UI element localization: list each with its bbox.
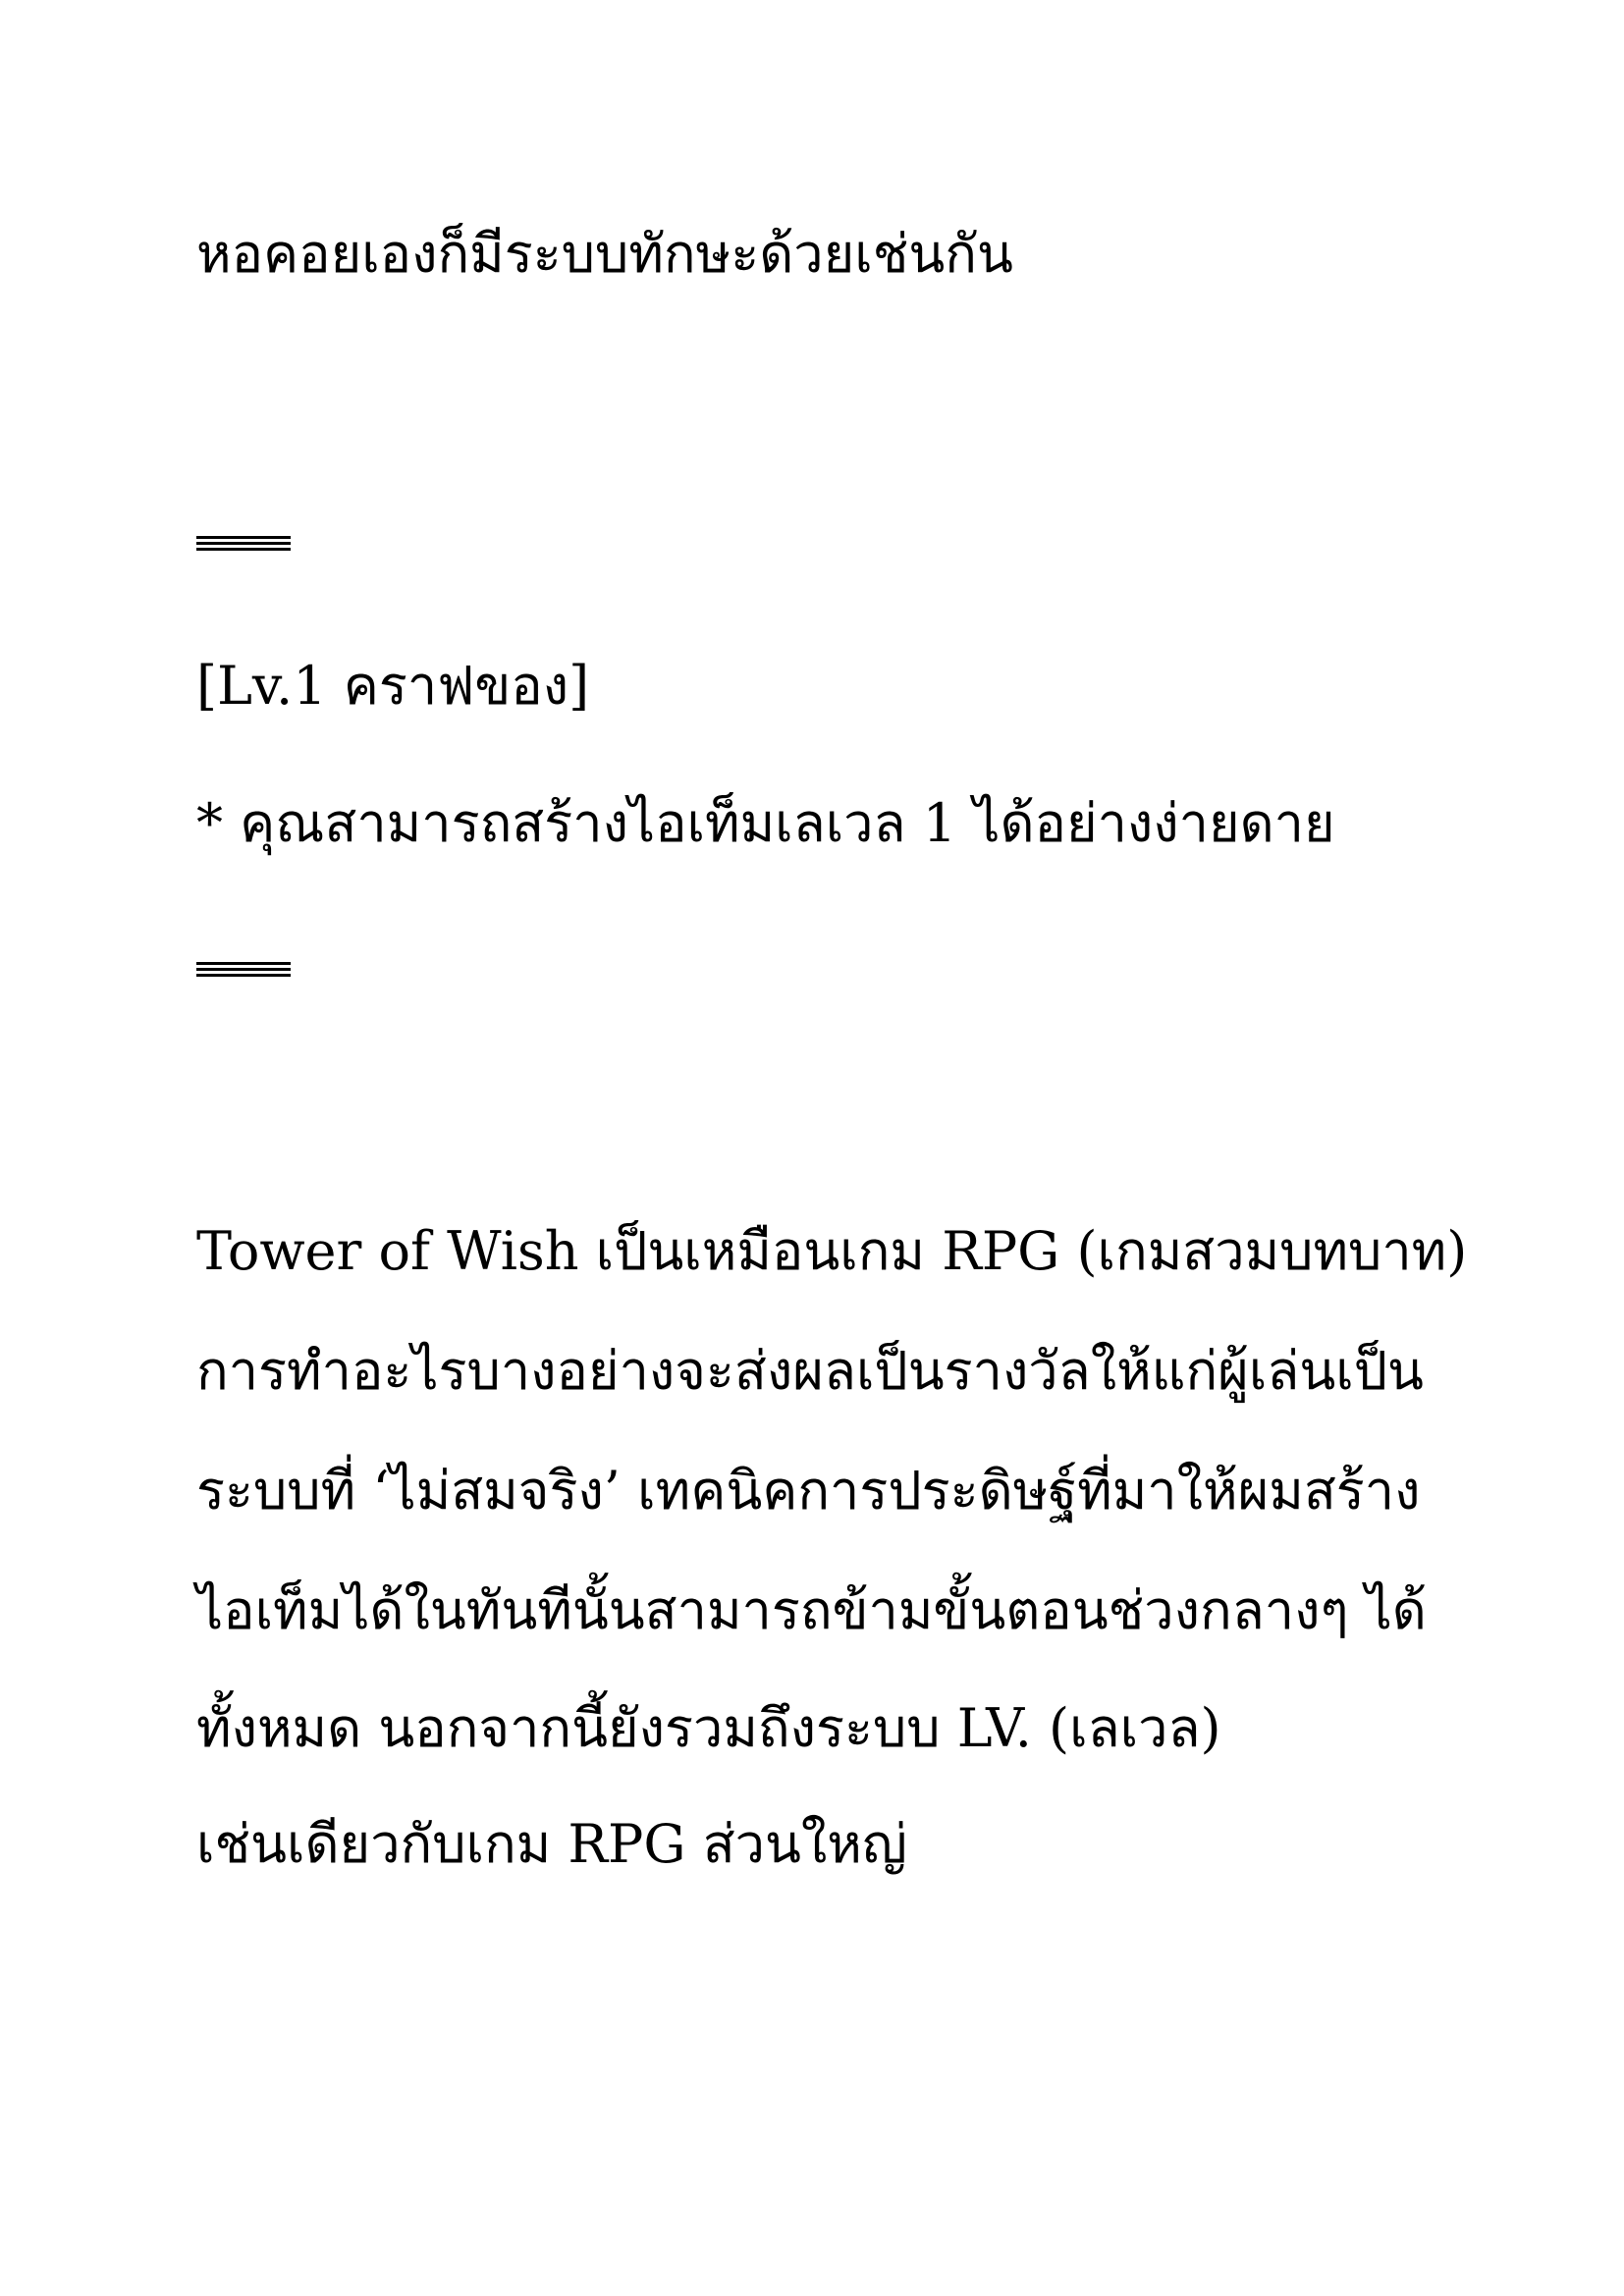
intro-line: หอคอยเองก็มีระบบทักษะด้วยเช่นกัน: [196, 223, 1013, 285]
paragraph-line: Tower of Wish เป็นเหมือนเกม RPG (เกมสวมบทบาท): [196, 1220, 1468, 1282]
paragraph-line: เช่นเดียวกับเกม RPG ส่วนใหญ่: [196, 1813, 907, 1875]
paragraph-line: การทำอะไรบางอย่างจะส่งผลเป็นรางวัลให้แก่ผู้เล่นเป็น: [196, 1340, 1424, 1402]
paragraph-line: ไอเท็มได้ในทันทีนั้นสามารถข้ามขั้นตอนช่วงกลางๆ ได้: [196, 1579, 1427, 1641]
divider-bottom: [196, 962, 291, 976]
skill-title: [Lv.1 คราฟของ]: [196, 655, 590, 717]
divider-top: [196, 536, 291, 550]
paragraph-line: ทั้งหมด นอกจากนี้ยังรวมถึงระบบ LV. (เลเวล): [196, 1697, 1221, 1759]
skill-description: * คุณสามารถสร้างไอเท็มเลเวล 1 ได้อย่างง่ายดาย: [196, 792, 1335, 854]
paragraph-line: ระบบที่ ‘ไม่สมจริง’ เทคนิคการประดิษฐ์ที่มาให้ผมสร้าง: [196, 1460, 1421, 1522]
